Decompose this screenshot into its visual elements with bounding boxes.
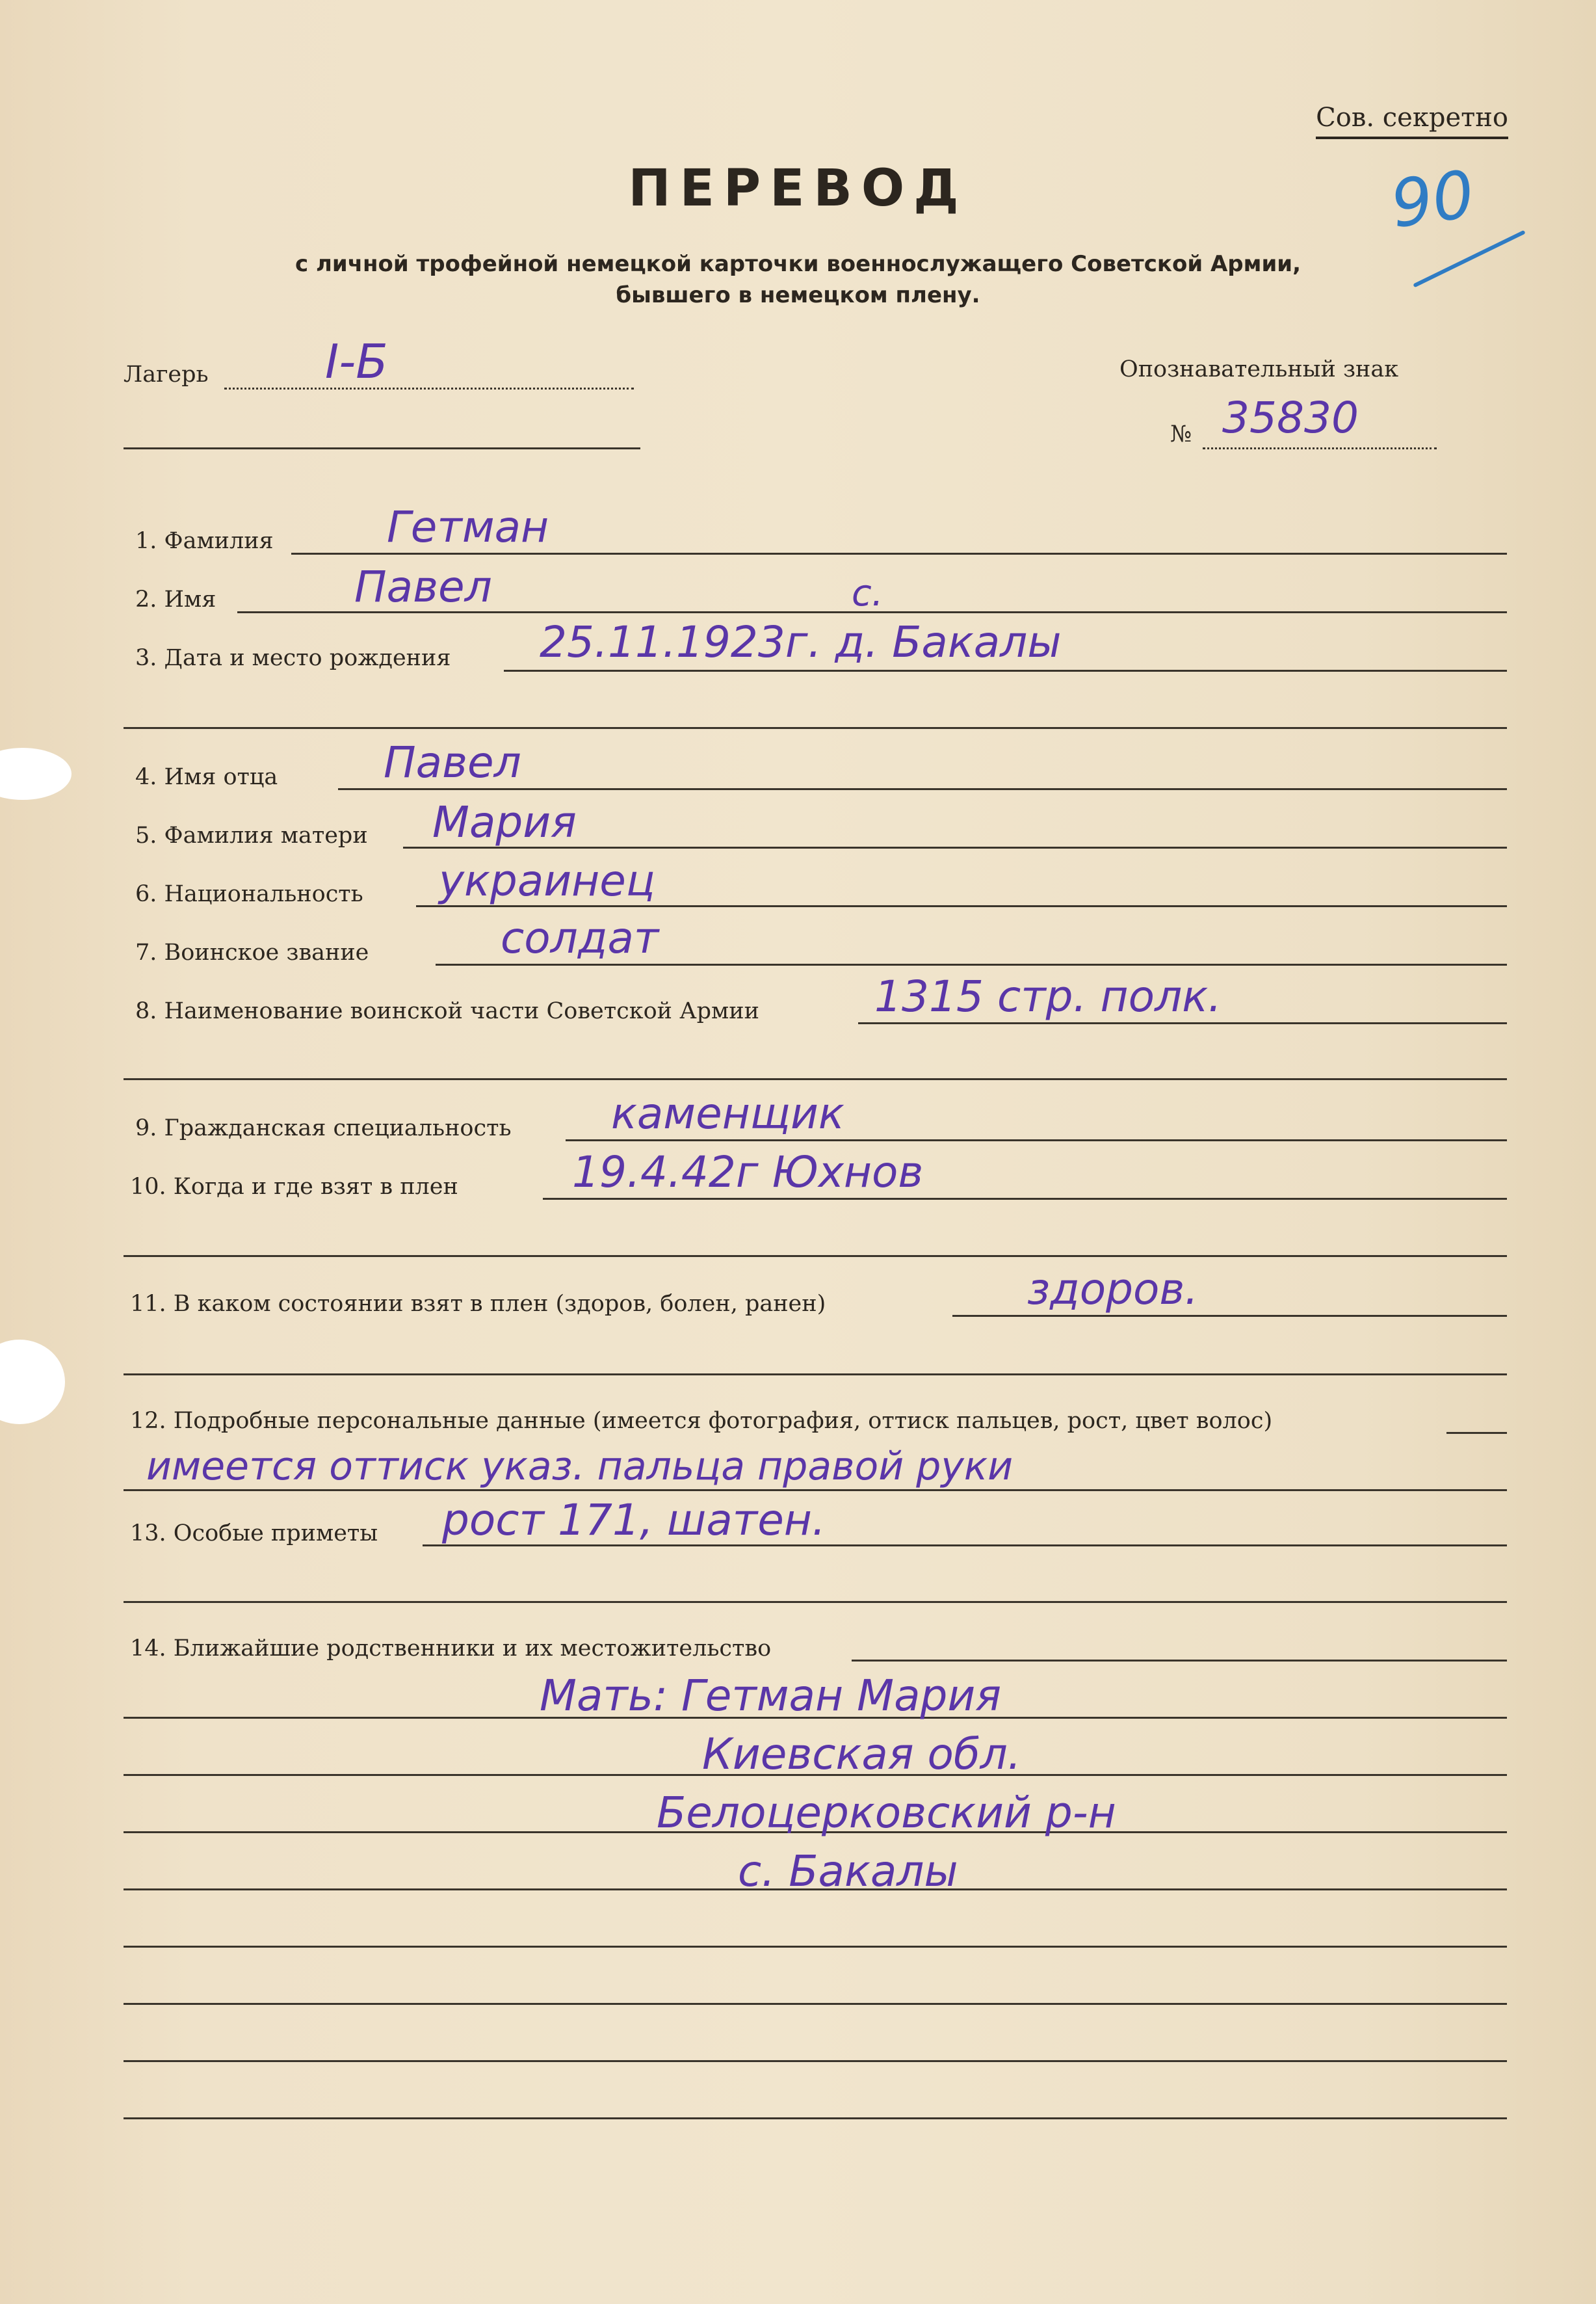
field-6-value: украинец — [439, 856, 655, 906]
field-3-line — [504, 670, 1507, 672]
relative-line-3: Белоцерковский р-н — [657, 1788, 1116, 1838]
field-12-label: 12. Подробные персональные данные (имеется фотография, оттиск пальцев, рост, цвет волос) — [130, 1408, 1273, 1434]
field-10-value: 19.4.42г Юхнов — [572, 1147, 924, 1197]
field-10-line — [543, 1198, 1507, 1200]
document-title: ПЕРЕВОД — [628, 159, 968, 218]
field-3-value: 25.11.1923г. д. Бакалы — [540, 617, 1062, 667]
document-subtitle — [0, 248, 1596, 311]
field-2-label: 2. Имя — [135, 587, 216, 613]
field-14-line — [852, 1660, 1507, 1662]
id-mark-label: Опознавательный знак — [1119, 356, 1399, 382]
field-9-label: 9. Гражданская специальность — [135, 1115, 512, 1141]
field-13-line-2 — [124, 1601, 1507, 1603]
field-11-line — [952, 1315, 1507, 1317]
field-1-label: 1. Фамилия — [135, 528, 274, 554]
field-9-value: каменщик — [611, 1089, 844, 1139]
field-9-line — [566, 1139, 1507, 1141]
field-12-value: имеется оттиск указ. пальца правой руки — [146, 1444, 1014, 1489]
field-8-line-2 — [124, 1078, 1507, 1080]
field-7-line — [436, 964, 1507, 966]
field-3-line-2 — [124, 727, 1507, 729]
field-4-label: 4. Имя отца — [135, 764, 278, 790]
field-14-line-6 — [124, 1946, 1507, 1948]
field-13-label: 13. Особые приметы — [130, 1520, 378, 1546]
punch-hole-top — [0, 748, 72, 800]
field-3-label: 3. Дата и место рождения — [135, 645, 451, 671]
field-12-line-2 — [124, 1489, 1507, 1491]
field-1-line — [291, 553, 1507, 555]
field-11-label: 11. В каком состоянии взят в плен (здоров, болен, ранен) — [130, 1291, 826, 1317]
field-11-value: здоров. — [1027, 1264, 1199, 1314]
field-5-value: Мария — [432, 797, 577, 847]
field-7-value: солдат — [501, 913, 659, 963]
field-4-line — [338, 788, 1507, 790]
field-5-label: 5. Фамилия матери — [135, 823, 368, 849]
id-number-value: 35830 — [1222, 393, 1359, 443]
field-12-line — [1446, 1432, 1507, 1434]
subtitle-line-1: с личной трофейной немецкой карточки военнослужащего Советской Армии, — [294, 251, 1302, 277]
field-14-line-8 — [124, 2060, 1507, 2062]
field-10-line-2 — [124, 1255, 1507, 1257]
field-14-line-7 — [124, 2003, 1507, 2005]
camp-label: Лагерь — [124, 362, 209, 388]
relative-line-1: Мать: Гетман Мария — [540, 1671, 1002, 1721]
relative-line-4: с. Бакалы — [738, 1846, 958, 1896]
camp-line-2 — [124, 447, 640, 449]
camp-value: I-Б — [325, 334, 388, 389]
folio-number: 90 — [1386, 155, 1479, 243]
field-7-label: 7. Воинское звание — [135, 940, 369, 966]
field-2-value: Павел — [354, 562, 492, 612]
field-14-label: 14. Ближайшие родственники и их местожительство — [130, 1635, 772, 1662]
field-8-value: 1315 стр. полк. — [874, 972, 1222, 1022]
id-number-label: № — [1170, 421, 1192, 447]
field-1-value: Гетман — [387, 502, 549, 552]
field-4-value: Павел — [384, 737, 521, 788]
camp-line — [224, 388, 634, 390]
field-10-label: 10. Когда и где взят в плен — [130, 1174, 458, 1200]
classification-stamp: Сов. секретно — [1316, 103, 1508, 139]
field-14-line-9 — [124, 2117, 1507, 2119]
id-number-line — [1203, 447, 1437, 449]
field-13-value: рост 171, шатен. — [442, 1495, 826, 1545]
field-8-label: 8. Наименование воинской части Советской Армии — [135, 998, 759, 1024]
subtitle-line-2: бывшего в немецком плену. — [616, 282, 980, 308]
field-6-label: 6. Национальность — [135, 881, 363, 907]
punch-hole-bottom — [0, 1340, 65, 1424]
field-11-line-2 — [124, 1373, 1507, 1375]
field-8-line — [858, 1022, 1507, 1024]
field-2-extra: с. — [852, 572, 883, 615]
relative-line-2: Киевская обл. — [702, 1729, 1021, 1779]
